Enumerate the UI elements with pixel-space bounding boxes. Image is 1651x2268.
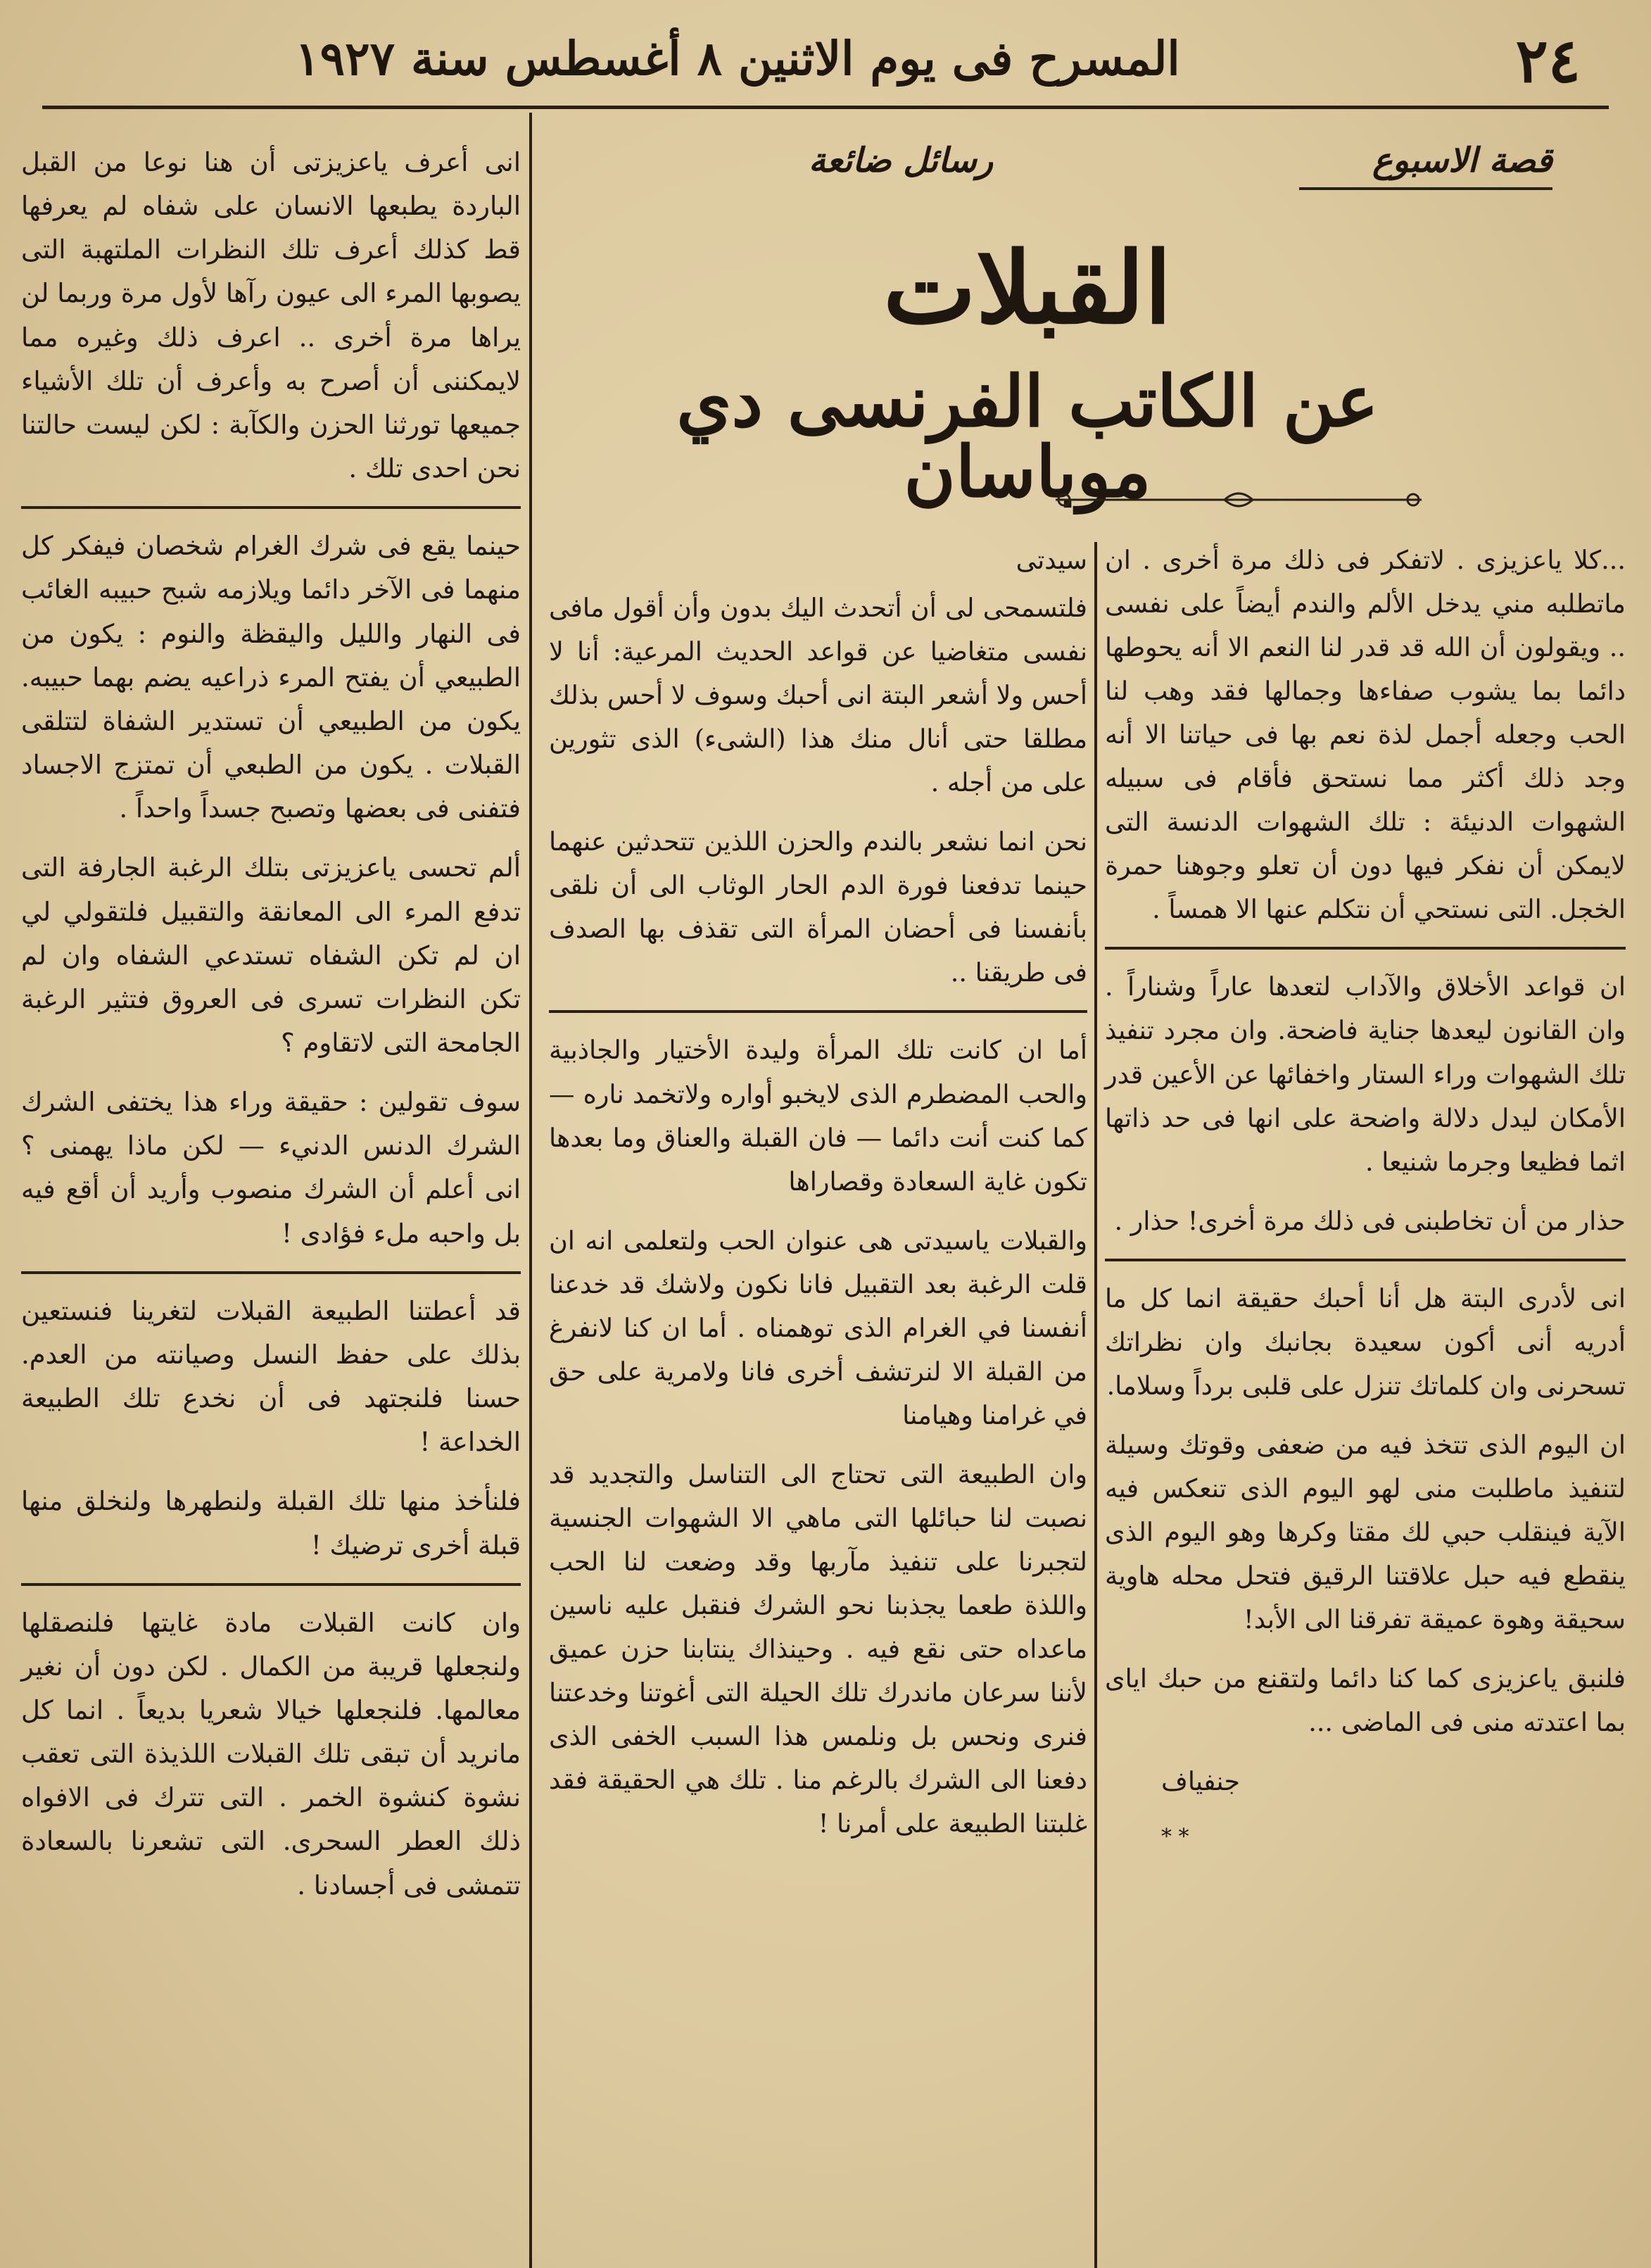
- paragraph: ألم تحسى ياعزيزتى بتلك الرغبة الجارفة التى تدفع المرء الى المعانقة والتقبيل فلتقولي لي ان لم تكن الشفاه تستدعي الشفاه وان لم تكن النظرات تسرى فى العروق فتثير الرغبة الجامحة التى لاتقاوم ؟: [21, 852, 521, 1058]
- article-subtitle: عن الكاتب الفرنسى دي موباسان: [676, 360, 1379, 513]
- paragraph: وان الطبيعة التى تحتاج الى التناسل والتجديد قد نصبت لنا حبائلها التى ماهي الا الشهوات الجنسية لتجبرنا على تنفيذ مآربها وقد وضعت لنا الحب واللذة طعما يجذبنا نحو الشرك فنقبل عليه ناسين ماعداه حتى نقع فيه . وحينذاك ينتابنا حزن عميق لأننا سرعان ماندرك تلك الحيلة التى أغوتنا وخدعتنا فنرى ونحس بل ونلمس هذا السبب الخفى الذى دفعنا الى الشرك بالرغم منا . تلك هي الحقيقة فقد غلبتنا الطبيعة على أمرنا !: [549, 1459, 1087, 1839]
- paragraph: أما ان كانت تلك المرأة وليدة الأختيار والجاذبية والحب المضطرم الذى لايخبو أواره ولاتخمد ناره — كما كنت أنت دائما — فان القبلة والعناق وما بعدها تكون غاية السعادة وقصاراها: [549, 1035, 1087, 1197]
- salutation: سيدتى: [1016, 545, 1087, 575]
- column-rule-right: [1094, 542, 1097, 2268]
- paragraph: سوف تقولين : حقيقة وراء هذا يختفى الشرك الشرك الدنس الدنيء — لكن ماذا يهمنى ؟ انى أعلم أن الشرك منصوب وأريد أن أقع فيه بل واحبه ملء فؤادى !: [21, 1087, 521, 1249]
- page-number: ٢٤: [1515, 25, 1581, 96]
- paragraph: ان اليوم الذى تتخذ فيه من ضعفى وقوتك وسيلة لتنفيذ ماطلبت منى لهو اليوم الذى تنعكس فيه الآية فينقلب حبي لك مقتا وكرها وهو اليوم الذى ينقطع فيه حبل علاقتنا الرقيق فتحل محله هاوية سحيقة وهوة عميقة تفرقنا الى الأبد!: [1105, 1429, 1626, 1635]
- paragraph: فلتسمحى لى أن أتحدث اليك بدون وأن أقول مافى نفسى متغاضيا عن قواعد الحديث المرعية: أنا لا أحس ولا أشعر البتة انى أحبك وسوف لا أحس بذلك مطلقا حتى أنال منك هذا (الشىء) الذى تثورين على من أجله .: [549, 593, 1087, 798]
- ornament-divider: [1056, 486, 1422, 514]
- letter-column-continuation: [21, 141, 521, 1923]
- paragraph: فلنأخذ منها تلك القبلة ولنطهرها ولنخلق منها قبلة أخرى ترضيك !: [21, 1486, 521, 1561]
- section-label-letters: رسائل ضائعة: [808, 141, 994, 180]
- signature: جنفياف: [1161, 1766, 1241, 1797]
- paragraph: قد أعطتنا الطبيعة القبلات لتغرينا فنستعين بذلك على حفظ النسل وصيانته من العدم. حسنا فلنجتهد فى أن نخدع تلك الطبيعة الخداعة !: [21, 1295, 521, 1458]
- column-rule-left: [529, 113, 532, 2268]
- paragraph: انى لأدرى البتة هل أنا أحبك حقيقة انما كل ما أدريه أنى أكون سعيدة بجانبك وان نظراتك تسحرنى وان كلماتك تنزل على قلبى برداً وسلاما.: [1105, 1283, 1626, 1401]
- paragraph: ان قواعد الأخلاق والآداب لتعدها عاراً وشناراً . وان القانون ليعدها جناية فاضحة. وان مجرد تنفيذ تلك الشهوات وراء الستار واخفائها عن الأعين قدر الأمكان ليدل دلالة واضحة على انها فى حد ذاتها اثما فظيعا وجرما شنيعا .: [1105, 971, 1626, 1177]
- paragraph: والقبلات ياسيدتى هى عنوان الحب ولتعلمى انه ان قلت الرغبة بعد التقبيل فانا نكون ولاشك قد خدعنا أنفسنا في الغرام الذى توهمناه . أما ان كنا لانفرغ من القبلة الا لنرتشف أخرى فانا ولامرية على حق في غرامنا وهيامنا: [549, 1225, 1087, 1430]
- column-separator: [21, 1271, 521, 1274]
- paragraph: حينما يقع فى شرك الغرام شخصان فيفكر كل منهما فى الآخر دائما ويلازمه شبح حبيبه الغائب فى النهار والليل واليقظة والنوم : يكون من الطبيعي أن يفتح المرء ذراعيه يضم بهما حبيبه. يكون من الطبيعي أن تستدير الشفاة لتتلقى القبلات . يكون من الطبعي أن تمتزج الاجساد فتفنى فى بعضها وتصبح جسداً واحداً .: [21, 531, 521, 824]
- paragraph: حذار من أن تخاطبنى فى ذلك مرة أخرى! حذار .: [1114, 1205, 1626, 1236]
- running-head: المسرح فى يوم الاثنين ٨ أغسطس سنة ١٩٢٧: [295, 31, 1180, 86]
- column-separator: [1105, 1259, 1626, 1261]
- letter-column-reply: [549, 538, 1087, 1861]
- column-separator: [21, 1583, 521, 1586]
- paragraph: وان كانت القبلات مادة غايتها فلنصقلها ولنجعلها قريبة من الكمال . لكن دون أن نغير معالمها. فلنجعلها خيالا شعريا بديعاً . انما كل مانريد أن تبقى تلك القبلات اللذيذة التى تعقب نشوة كنشوة الخمر . التى تترك فى الافواه ذلك العطر السحرى. التى تشعرنا بالسعادة تتمشى فى أجسادنا .: [21, 1607, 521, 1901]
- column-separator: [549, 1010, 1087, 1013]
- paragraph: ...كلا ياعزيزى . لاتفكر فى ذلك مرة أخرى . ان ماتطلبه مني يدخل الألم والندم أيضاً على نفسى .. ويقولون أن الله قد قدر لنا النعم الا أنه يحوطها دائما بما يشوب صفاءها وجمالها فقد وهب لنا الحب وجعله أجمل لذة نعم بها فى حياتنا الا أنه وجد ذلك أكثر مما نستحق فأقام فى سبيله الشهوات الدنيئة : تلك الشهوات الدنسة التى لايمكن أن نفكر فيها دون أن تعلو وجوهنا حمرة الخجل. التى نستحي أن نتكلم عنها الا همساً .: [1105, 545, 1626, 925]
- section-label-story: قصة الاسبوع: [1299, 141, 1552, 190]
- paragraph: فلنبق ياعزيزى كما كنا دائما ولتقنع من حبك اياى بما اعتدته منى فى الماضى ...: [1105, 1663, 1626, 1738]
- ornament-stars: * *: [1161, 1825, 1189, 1850]
- letter-column-genevieve: [1105, 538, 1626, 1870]
- paragraph: نحن انما نشعر بالندم والحزن اللذين تتحدثين عنهما حينما تدفعنا فورة الدم الحار الوثاب الى أن نلقى بأنفسنا فى أحضان المرأة التى تقذف بها الصدف فى طريقنا ..: [549, 826, 1087, 988]
- column-separator: [21, 506, 521, 509]
- column-separator: [1105, 947, 1626, 950]
- article-title: القبلات: [883, 231, 1172, 346]
- paragraph: انى أعرف ياعزيزتى أن هنا نوعا من القبل الباردة يطبعها الانسان على شفاه لم يعرفها قط كذلك أعرف تلك النظرات الملتهبة التى يصوبها المرء الى عيون رآها لأول مرة وربما لن يراها مرة أخرى .. اعرف ذلك وغيره مما لايمكننى أن أصرح به وأعرف أن تلك الأشياء جميعها تورثنا الحزن والكآبة : لكن ليست حالتنا نحن احدى تلك .: [21, 147, 521, 484]
- page-header: [42, 21, 1609, 109]
